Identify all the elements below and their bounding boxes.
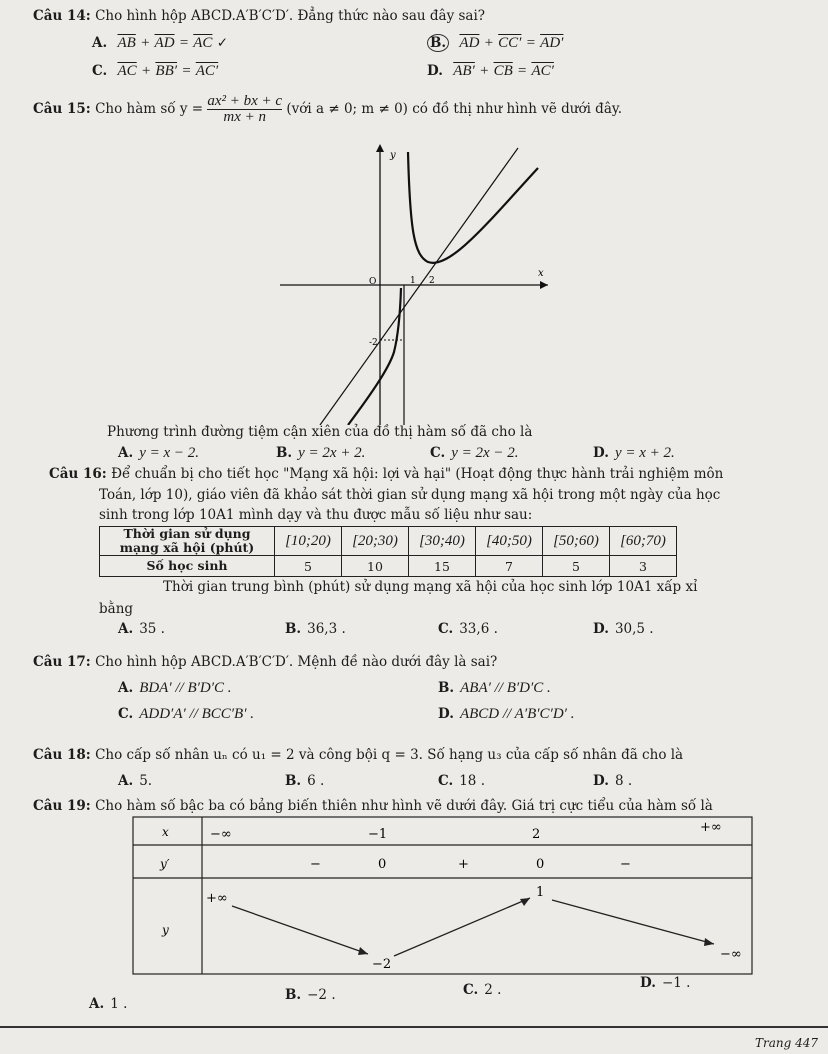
oblique-asymptote xyxy=(320,148,518,425)
q16-label: Câu 16: xyxy=(49,466,107,482)
q16-stem-line1: Câu 16: Để chuẩn bị cho tiết học "Mạng xã hội: lợi và hại" (Hoạt động thực hành trải nghiệm môn xyxy=(49,466,724,482)
x-value: −∞ xyxy=(210,827,232,842)
arrow-head xyxy=(358,947,368,955)
q19-option-b: B. −2 . xyxy=(285,987,336,1003)
q15-stem: Câu 15: Cho hàm số y = $\frac{\text{ax² + bx + c}}{mx + n}$ (với a ≠ 0; m ≠ 0) có đồ thị như hình vẽ dưới đây. xyxy=(33,93,622,125)
count-cell: 15 xyxy=(409,556,476,577)
q19-stem: Câu 19: Cho hàm số bậc ba có bảng biến thiên như hình vẽ dưới đây. Giá trị cực tiểu của hàm số là xyxy=(33,798,713,814)
q14-option-c: C. $\overline{AC} + BB' = AC'$ xyxy=(92,63,219,79)
sign-value: + xyxy=(458,857,469,872)
q15-graph xyxy=(280,140,550,425)
sign-value: − xyxy=(310,857,321,872)
q19-option-c: C. 2 . xyxy=(463,982,502,998)
variation-arrow-up xyxy=(394,898,530,956)
footer-divider xyxy=(0,1026,828,1028)
q19-option-d: D. −1 . xyxy=(640,975,691,991)
q18-option-a: A. 5. xyxy=(118,773,153,789)
q15-option-a: A. y = x − 2. xyxy=(118,445,199,461)
row-label-y: y xyxy=(162,923,169,937)
q18-option-d: D. 8 . xyxy=(593,773,633,789)
q15-option-b: B. y = 2x + 2. xyxy=(276,445,366,461)
arrow-head xyxy=(704,938,714,946)
q16-stem-line2: Toán, lớp 10), giáo viên đã khảo sát thời gian sử dụng mạng xã hội trong một ngày của học xyxy=(99,487,721,503)
origin-label: O xyxy=(369,277,377,287)
q15-label: Câu 15: xyxy=(33,101,91,117)
tick-1-label: 1 xyxy=(410,276,416,286)
page-number: Trang 447 xyxy=(755,1036,819,1050)
q14-option-d: D. $AB' + \overline{CB} = AC'$ xyxy=(427,63,554,79)
q16-question-cont: bằng xyxy=(99,601,134,617)
q15-question: Phương trình đường tiệm cận xiên của đồ thị hàm số đã cho là xyxy=(107,424,533,440)
y-value: +∞ xyxy=(206,891,228,906)
interval-cell: [50;60) xyxy=(543,527,610,556)
x-value: −1 xyxy=(368,827,388,842)
graph-left-branch xyxy=(348,288,401,425)
y-axis-label: y xyxy=(390,150,396,161)
q18-option-c: C. 18 . xyxy=(438,773,485,789)
q18-stem: Câu 18: Cho cấp số nhân uₙ có u₁ = 2 và công bội q = 3. Số hạng u₃ của cấp số nhân đã cho là xyxy=(33,747,684,763)
q15-option-c: C. y = 2x − 2. xyxy=(430,445,519,461)
interval-cell: [20;30) xyxy=(342,527,409,556)
row-label-x: x xyxy=(162,825,169,839)
q19-variation-table xyxy=(132,816,754,976)
tick-minus2-label: -2 xyxy=(369,338,378,348)
q19-option-a: A. 1 . xyxy=(89,996,128,1012)
q17-option-a: A. BDA′ // B′D′C . xyxy=(118,680,232,696)
q16-data-table xyxy=(99,526,677,577)
sign-value: 0 xyxy=(536,857,545,872)
q17-option-c: C. ADD′A′ // BCC′B′ . xyxy=(118,706,255,722)
x-value: 2 xyxy=(532,827,541,842)
table-row-label: Số học sinh xyxy=(100,556,275,577)
count-cell: 10 xyxy=(342,556,409,577)
sign-value: 0 xyxy=(378,857,387,872)
x-value: +∞ xyxy=(700,820,722,835)
q17-option-b: B. ABA′ // B′D′C . xyxy=(438,680,551,696)
table-header-cell: Thời gian sử dụng mạng xã hội (phút) xyxy=(100,527,275,556)
q18-option-b: B. 6 . xyxy=(285,773,325,789)
count-cell: 3 xyxy=(610,556,677,577)
table-row xyxy=(100,527,677,556)
q17-option-d: D. ABCD // A′B′C′D′ . xyxy=(438,706,575,722)
y-value: −2 xyxy=(372,957,392,972)
check-mark-icon: ✓ xyxy=(216,35,229,51)
q17-stem: Câu 17: Cho hình hộp ABCD.A′B′C′D′. Mệnh đề nào dưới đây là sai? xyxy=(33,654,498,670)
table-row xyxy=(100,556,677,577)
graph-right-branch xyxy=(408,152,538,263)
q16-stem-line3: sinh trong lớp 10A1 mình dạy và thu được mẫu số liệu như sau: xyxy=(99,507,533,523)
count-cell: 7 xyxy=(476,556,543,577)
count-cell: 5 xyxy=(275,556,342,577)
x-axis-arrow xyxy=(540,281,548,289)
q14-label: Câu 14: xyxy=(33,8,91,24)
q15-option-d: D. y = x + 2. xyxy=(593,445,675,461)
q14-option-a: A. $\overline{AB} + \overline{AD} = \overline{AC}$ ✓ xyxy=(92,35,229,51)
q14-text: Cho hình hộp ABCD.A′B′C′D′. Đẳng thức nào sau đây sai? xyxy=(95,8,486,24)
q18-label: Câu 18: xyxy=(33,747,91,763)
interval-cell: [30;40) xyxy=(409,527,476,556)
row-label-yprime: y′ xyxy=(160,857,170,871)
q16-option-d: D. 30,5 . xyxy=(593,621,654,637)
sign-value: − xyxy=(620,857,631,872)
interval-cell: [40;50) xyxy=(476,527,543,556)
variation-arrow-down xyxy=(232,906,368,954)
q15-fraction: $\frac{\text{ax² + bx + c}}{mx + n}$ xyxy=(207,93,283,125)
q16-question: Thời gian trung bình (phút) sử dụng mạng xã hội của học sinh lớp 10A1 xấp xỉ xyxy=(163,579,698,595)
interval-cell: [10;20) xyxy=(275,527,342,556)
x-axis-label: x xyxy=(538,268,544,279)
q17-label: Câu 17: xyxy=(33,654,91,670)
count-cell: 5 xyxy=(543,556,610,577)
q19-label: Câu 19: xyxy=(33,798,91,814)
variation-arrow-down xyxy=(552,900,714,944)
q14-option-b: B. $\overline{AD} + CC' = AD'$ xyxy=(427,35,563,52)
y-value: 1 xyxy=(536,885,545,900)
q16-option-b: B. 36,3 . xyxy=(285,621,346,637)
interval-cell: [60;70) xyxy=(610,527,677,556)
q16-option-a: A. 35 . xyxy=(118,621,165,637)
q14-stem xyxy=(33,8,485,24)
y-axis-arrow xyxy=(376,144,384,152)
tick-2-label: 2 xyxy=(429,276,435,286)
y-value: −∞ xyxy=(720,947,742,962)
q16-option-c: C. 33,6 . xyxy=(438,621,498,637)
